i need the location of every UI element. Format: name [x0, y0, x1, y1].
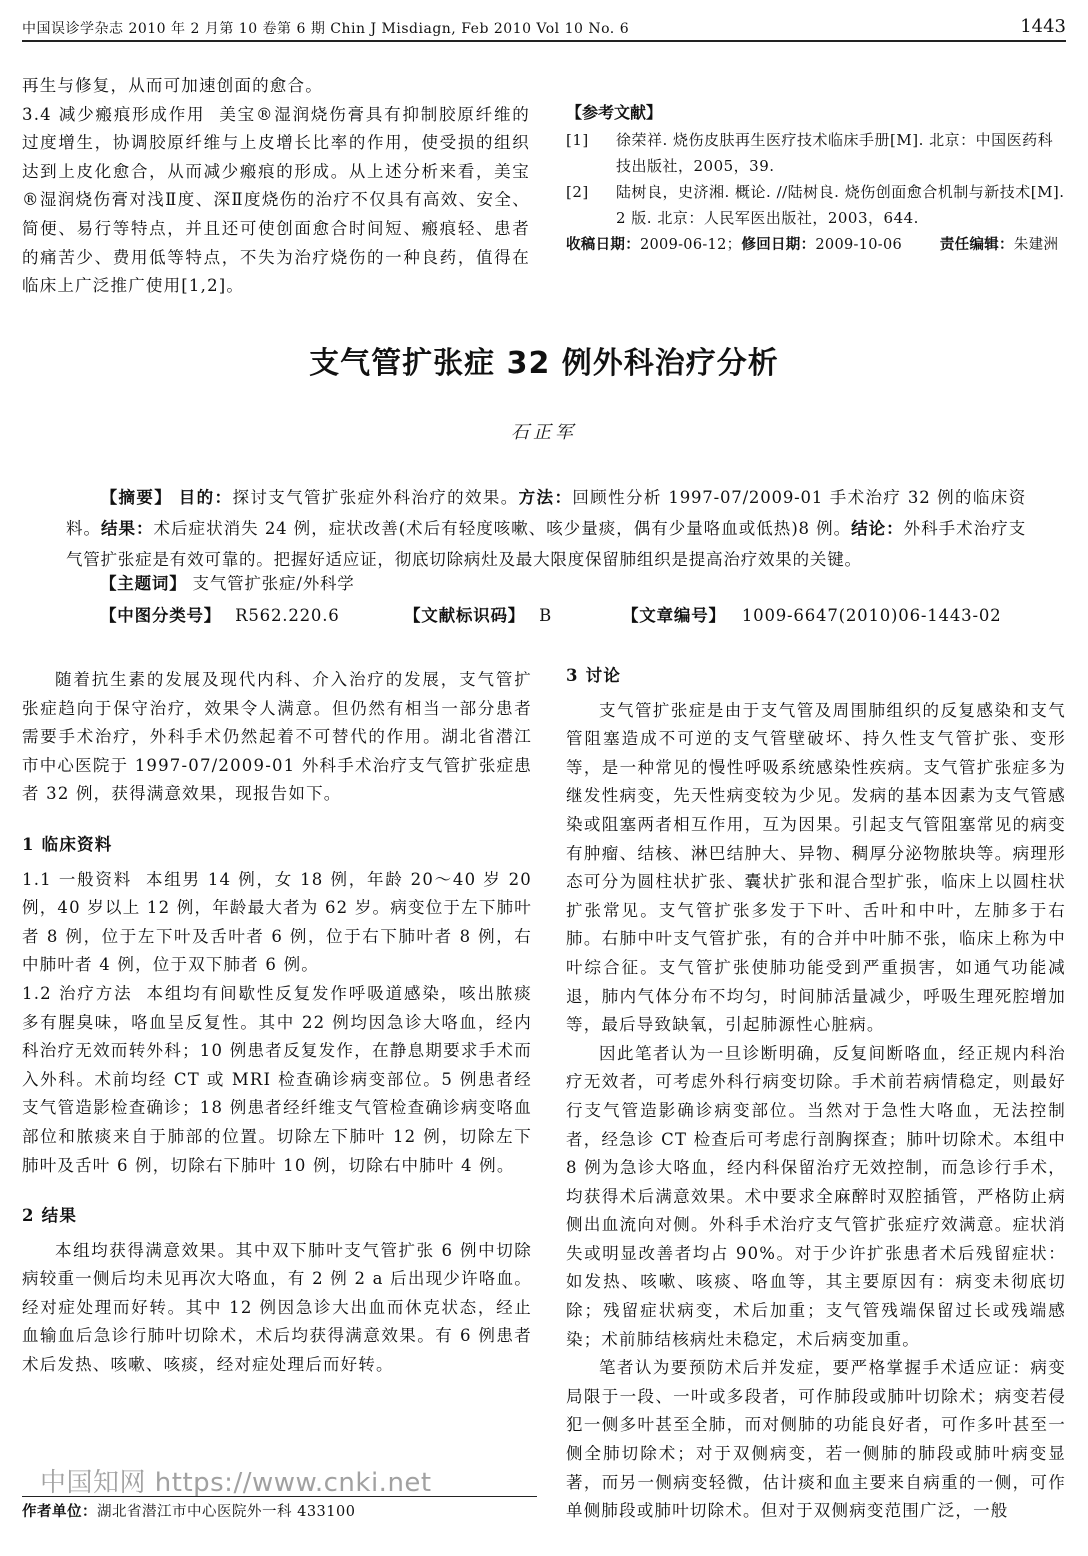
reference-number: [1]	[566, 131, 589, 149]
abstract-result-label: 结果：	[101, 519, 154, 538]
article-no-value: 1009-6647(2010)06-1443-02	[741, 606, 1002, 625]
intro-paragraph: 随着抗生素的发展及现代内科、介入治疗的发展，支气管扩张症趋向于保守治疗，效果令人满意。但仍然有相当一部分患者需要手术治疗，外科手术仍然起着不可替代的作用。湖北省潜江市中心医院于 1997-07/2009-01 外科手术治疗支气管扩张症患者 32 例，获得满意效果，现报告如下。	[22, 670, 532, 804]
prev-article-left	[22, 72, 530, 301]
dates-line	[566, 233, 1066, 254]
journal-line: 中国误诊学杂志 2010 年 2 月第 10 卷第 6 期 Chin J Misdiagn, Feb 2010 Vol 10 No. 6	[22, 21, 630, 37]
keywords-label: 【主题词】	[100, 574, 187, 593]
abstract-method: 回顾性分析 1997-07/2009-01 手术治疗 32 例的临床资料。	[66, 488, 1026, 538]
cnki-watermark: 中国知网 https://www.cnki.net	[40, 1468, 432, 1498]
abstract-purpose: 探讨支气管扩张症外科治疗的效果。	[232, 488, 519, 507]
keywords-line	[100, 570, 355, 594]
clc-value: R562.220.6	[235, 606, 340, 625]
prev-para: 再生与修复，从而可加速创面的愈合。	[22, 76, 323, 95]
affiliation-label: 作者单位：	[22, 1503, 97, 1520]
prev-sec34-text: 美宝®湿润烧伤膏具有抑制胶原纤维的过度增生，协调胶原纤维与上皮增长比率的作用，使受损的组织达到上皮化愈合，从而减少瘢痕的形成。从上述分析来看，美宝®湿润烧伤膏对浅Ⅱ度、深Ⅱ度烧伤的治疗不仅具有高效、安全、简便、易行等特点，并且还可使创面愈合时间短、瘢痕轻、患者的痛苦少、费用低等特点，不失为治疗烧伤的一种良药，值得在临床上广泛推广使用[1,2]。	[22, 104, 530, 296]
doc-code-group	[404, 602, 552, 626]
received-label: 收稿日期：	[566, 236, 640, 253]
doc-code-value: B	[539, 606, 553, 625]
reference-item	[566, 179, 1066, 231]
section-3-title: 3 讨论	[566, 666, 622, 685]
affiliation-footnote	[22, 1500, 355, 1521]
prev-sec34-label: 3.4 减少瘢痕形成作用	[22, 104, 206, 124]
section-2-title: 2 结果	[22, 1206, 78, 1226]
reference-number: [2]	[566, 183, 589, 201]
section-1-1-text: 本组男 14 例，女 18 例，年龄 20～40 岁 20 例，40 岁以上 12 例，年龄最大者为 62 岁。病变位于左下肺叶者 8 例，位于左下叶及舌叶者 6 例，位于右下肺叶者 8 例，右中肺叶者 4 例，位于双下肺者 6 例。	[22, 869, 533, 975]
prev-article-right	[566, 100, 1066, 254]
section-1-title: 1 临床资料	[22, 834, 113, 854]
affiliation-text: 湖北省潜江市中心医院外一科 433100	[97, 1504, 356, 1520]
received-date: 2009-06-12；	[640, 237, 742, 253]
abstract-method-label: 方法：	[518, 488, 573, 507]
body-left-column	[22, 666, 532, 1380]
section-1-2	[22, 980, 532, 1180]
section-2-text: 本组均获得满意效果。其中双下肺叶支气管扩张 6 例中切除病较重一侧后均未见再次大咯血，有 2 例 2 a 后出现少许咯血。经对症处理而好转。其中 12 例因急诊大出血而休克状态，经止血输血后急诊行肺叶切除术，术后均获得满意效果。有 6 例患者术后发热、咳嗽、咳痰，经对症处理后而好转。	[22, 1240, 532, 1375]
section-3-paragraph: 支气管扩张症是由于支气管及周围肺组织的反复感染和支气管阻塞造成不可逆的支气管壁破坏、持久性支气管扩张、变形等，是一种常见的慢性呼吸系统感染性疾病。支气管扩张症多为继发性病变，先天性病变较为少见。发病的基本因素为支气管感染或阻塞两者相互作用，互为因果。引起支气管阻塞常见的病变有肿瘤、结核、淋巴结肿大、异物、稠厚分泌物脓块等。病理形态可分为圆柱状扩张、囊状扩张和混合型扩张，临床上以圆柱状扩张常见。支气管扩张多发于下叶、舌叶和中叶，左肺多于右肺。右肺中叶支气管扩张，有的合并中叶肺不张，临床上称为中叶综合征。支气管扩张使肺功能受到严重损害，如通气功能减退，肺内气体分布不均匀，时间肺活量减少，呼吸生理死腔增加等，最后导致缺氧，引起肺源性心脏病。	[566, 700, 1066, 1035]
reference-text: 徐荣祥. 烧伤皮肤再生医疗技术临床手册[M]. 北京：中国医药科技出版社，2005，39.	[616, 131, 1054, 175]
abstract-result: 术后症状消失 24 例，症状改善(术后有轻度咳嗽、咳少量痰，偶有少量咯血或低热)8 例。	[153, 519, 852, 538]
revised-date: 2009-10-06	[815, 237, 903, 253]
section-1-1-label: 1.1 一般资料	[22, 869, 132, 889]
footnote-rule	[22, 1496, 537, 1497]
section-1-2-text: 本组均有间歇性反复发作呼吸道感染，咳出脓痰多有腥臭味，咯血呈反复性。其中 22 例均因急诊大咯血，经内科治疗无效而转外科；10 例患者反复发作，在静息期要求手术而入外科。术前均经 CT 或 MRI 检查确诊病变部位。5 例患者经支气管造影检查确诊；18 例患者经纤维支气管检查确诊病变咯血部位和脓痰来自于肺部的位置。切除左下肺叶 12 例，切除左下肺叶及舌叶 6 例，切除右下肺叶 10 例，切除右中肺叶 4 例。	[22, 983, 532, 1175]
doc-code-label: 【文献标识码】	[404, 606, 526, 625]
article-title: 支气管扩张症 32 例外科治疗分析	[309, 346, 779, 381]
prev-sec34	[22, 101, 530, 301]
body-right-column	[566, 662, 1066, 1526]
running-header	[22, 14, 1066, 42]
reference-item	[566, 127, 1066, 179]
clc-group	[100, 602, 340, 626]
article-no-group	[622, 602, 1001, 626]
keywords: 支气管扩张症/外科学	[192, 574, 355, 593]
article-no-label: 【文章编号】	[622, 606, 726, 625]
revised-label: 修回日期：	[741, 236, 816, 253]
section-1-1	[22, 866, 532, 980]
abstract	[66, 482, 1026, 575]
abstract-conclusion: 外科手术治疗支气管扩张症是有效可靠的。把握好适应证，彻底切除病灶及最大限度保留肺组织是提高治疗效果的关键。	[66, 519, 1026, 569]
abstract-purpose-label: 目的：	[178, 488, 233, 507]
reference-text: 陆树良，史济湘. 概论. //陆树良. 烧伤创面愈合机制与新技术[M]. 2 版. 北京：人民军医出版社，2003，644.	[616, 183, 1065, 227]
clc-label: 【中图分类号】	[100, 606, 222, 625]
references-heading: 【参考文献】	[566, 103, 663, 122]
article-author: 石正军	[511, 422, 577, 443]
page-number: 1443	[1020, 16, 1066, 37]
section-1-2-label: 1.2 治疗方法	[22, 983, 133, 1003]
section-3-paragraph: 因此笔者认为一旦诊断明确，反复间断咯血，经正规内科治疗无效者，可考虑外科行病变切除。手术前若病情稳定，则最好行支气管造影确诊病变部位。当然对于急性大咯血，无法控制者，经急诊 CT 检查后可考虑行剖胸探查；肺叶切除术。本组中 8 例为急诊大咯血，经内科保留治疗无效控制，而急诊行手术，均获得术后满意效果。术中要求全麻醉时双腔插管，严格防止病侧出血流向对侧。外科手术治疗支气管扩张症疗效满意。症状消失或明显改善者均占 90%。对于少许扩张患者术后残留症状：如发热、咳嗽、咳痰、咯血等，其主要原因有：病变未彻底切除；残留症状病变，术后加重；支气管残端保留过长或残端感染；术前肺结核病灶未稳定，术后病变加重。	[566, 1043, 1066, 1349]
editor-label: 责任编辑：	[939, 236, 1014, 253]
editor-name: 朱建洲	[1013, 237, 1059, 253]
abstract-label: 【摘要】	[100, 488, 173, 507]
section-3-paragraph: 笔者认为要预防术后并发症，要严格掌握手术适应证：病变局限于一段、一叶或多段者，可作肺段或肺叶切除术；病变若侵犯一侧多叶甚至全肺，而对侧肺的功能良好者，可作多叶甚至一侧全肺切除术；对于双侧病变，若一侧肺的肺段或肺叶病变显著，而另一侧病变轻微，估计痰和血主要来自病重的一侧，可作单侧肺段或肺叶切除术。但对于双侧病变范围广泛，一般	[566, 1358, 1066, 1521]
abstract-conclusion-label: 结论：	[851, 519, 904, 538]
